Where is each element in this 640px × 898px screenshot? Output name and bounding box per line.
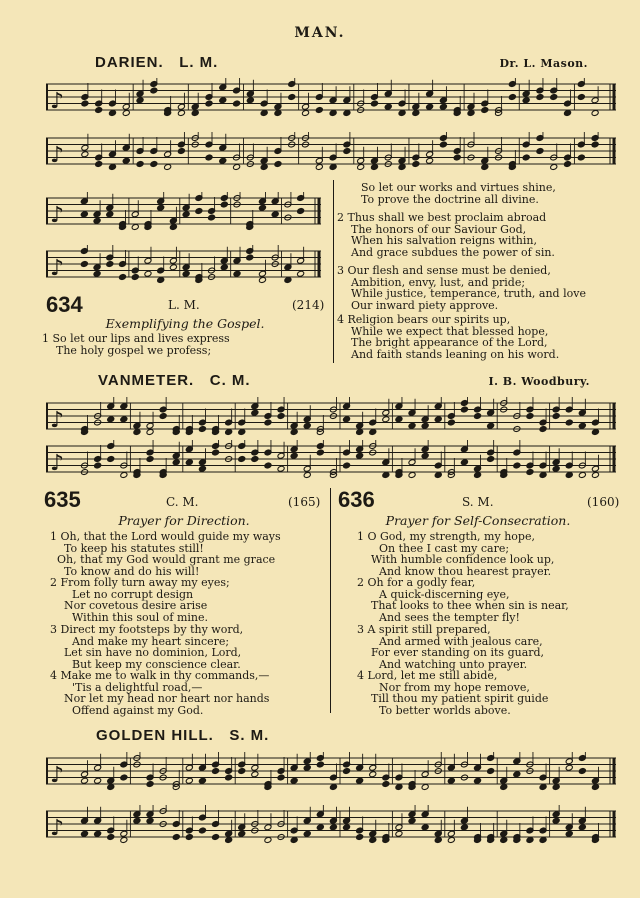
verse-line: Offend against my God.	[72, 703, 204, 717]
verse-634-3	[337, 265, 586, 311]
tune-name: VANMETER.	[98, 372, 195, 389]
tune-composer-vanmeter: I. B. Woodbury.	[488, 375, 590, 388]
page-running-title: MAN.	[294, 25, 346, 41]
verse-line: And sees the tempter fly!	[379, 610, 520, 624]
verse-line: 4 Lord, let me still abide,	[357, 669, 498, 682]
music-staff-golden-hill-bass	[46, 805, 616, 845]
svg-text:♪: ♪	[50, 89, 65, 114]
verse-line: 3 Our flesh and sense must be denied,	[337, 264, 551, 277]
verse-line: And grace subdues the power of sin.	[351, 245, 555, 259]
verse-line: Let no corrupt design	[72, 587, 194, 601]
music-staff-darien-treble-2	[46, 192, 321, 232]
verse-line: Till thou my patient spirit guide	[371, 692, 549, 706]
verse-line: And faith stands leaning on his word.	[351, 347, 560, 361]
tune-meter: C. M.	[209, 372, 251, 389]
verse-line: While justice, temperance, truth, and love	[351, 287, 586, 301]
verse-635-1	[50, 531, 281, 577]
hymn-ref-636: (160)	[587, 495, 620, 509]
tune-meter: L. M.	[179, 54, 219, 71]
tune-title-vanmeter	[98, 372, 251, 389]
music-staff-golden-hill-treble	[46, 752, 616, 792]
verse-line: 1 So let our lips and lives express	[42, 332, 230, 345]
verse-line: And know thou hearest prayer.	[379, 564, 552, 578]
column-divider	[333, 180, 334, 363]
svg-text:♪: ♪	[50, 203, 65, 228]
tune-title-golden-hill	[96, 727, 269, 744]
tune-name: DARIEN.	[95, 54, 164, 71]
verse-636-4	[357, 670, 548, 716]
verse-636-1	[357, 531, 554, 577]
verse-634-4	[337, 314, 559, 360]
verse-line: Ambition, envy, lust, and pride;	[351, 275, 526, 289]
verse-line: 4 Religion bears our spirits up,	[337, 313, 511, 326]
verse-line: 2 Thus shall we best proclaim abroad	[337, 211, 547, 224]
verse-line: And make my heart sincere;	[72, 634, 230, 648]
verse-635-2	[50, 577, 230, 623]
verse-line: While we expect that blessed hope,	[351, 324, 549, 338]
svg-text:♪: ♪	[50, 408, 65, 433]
verse-636-2	[357, 577, 569, 623]
hymn-ref-634: (214)	[292, 298, 325, 312]
tune-name: GOLDEN HILL.	[96, 727, 214, 744]
svg-text:♪: ♪	[50, 816, 65, 841]
verse-line: 1 Oh, that the Lord would guide my ways	[50, 530, 281, 543]
verse-line: Oh, that my God would grant me grace	[57, 553, 276, 567]
verse-line: The bright appearance of the Lord,	[351, 336, 548, 350]
verse-634-1	[42, 333, 230, 356]
verse-line: Nor let my head nor heart nor hands	[64, 692, 270, 706]
verse-line: To keep his statutes still!	[64, 541, 204, 555]
verse-line: When his salvation reigns within,	[351, 234, 537, 248]
verse-line: The holy gospel we profess;	[56, 343, 212, 357]
verse-line: 'Tis a delightful road,—	[72, 680, 203, 694]
verse-line: And watching unto prayer.	[379, 657, 528, 671]
verse-634-1-cont	[347, 182, 556, 205]
hymn-number-635: 635	[44, 487, 81, 512]
verse-line: 4 Make me to walk in thy commands,—	[50, 669, 270, 682]
hymn-subject-635: Prayer for Direction.	[118, 513, 250, 528]
hymn-meter-634: L. M.	[168, 298, 200, 312]
verse-line: To know and do his will!	[64, 564, 200, 578]
verse-636-3	[357, 624, 544, 670]
verse-635-4	[50, 670, 269, 716]
verse-line: On thee I cast my care;	[379, 541, 510, 555]
svg-text:♪: ♪	[50, 451, 65, 476]
tune-title-darien	[95, 54, 218, 71]
verse-line: Nor covetous desire arise	[64, 599, 208, 613]
hymn-subject-636: Prayer for Self-Consecration.	[385, 513, 571, 528]
verse-line: With humble confidence look up,	[371, 553, 555, 567]
svg-text:♪: ♪	[50, 143, 65, 168]
verse-line: Let sin have no dominion, Lord,	[64, 646, 242, 660]
verse-line: And armed with jealous care,	[379, 634, 543, 648]
music-staff-darien-treble	[46, 78, 616, 118]
hymn-ref-635: (165)	[288, 495, 321, 509]
verse-634-2	[337, 212, 555, 258]
verse-line: Our inward piety approve.	[351, 298, 499, 312]
verse-line: 2 From folly turn away my eyes;	[50, 576, 230, 589]
hymn-meter-635: C. M.	[166, 495, 199, 509]
verse-line: To better worlds above.	[379, 703, 511, 717]
verse-line: The honors of our Saviour God,	[351, 222, 527, 236]
verse-line: Nor from my hope remove,	[379, 680, 530, 694]
verse-line: 2 Oh for a godly fear,	[357, 576, 476, 589]
tune-meter: S. M.	[229, 727, 270, 744]
hymn-meter-636: S. M.	[462, 495, 494, 509]
column-divider	[330, 488, 331, 713]
verse-635-3	[50, 624, 243, 670]
svg-text:♪: ♪	[50, 763, 65, 788]
verse-line: 1 O God, my strength, my hope,	[357, 530, 535, 543]
verse-line: A quick-discerning eye,	[379, 587, 510, 601]
verse-line: For ever standing on its guard,	[371, 646, 545, 660]
music-staff-vanmeter-bass	[46, 440, 616, 480]
verse-line: To prove the doctrine all divine.	[361, 192, 539, 206]
verse-line: So let our works and virtues shine,	[361, 181, 556, 194]
hymn-number-634: 634	[46, 292, 83, 317]
verse-line: 3 Direct my footsteps by thy word,	[50, 623, 244, 636]
verse-line: That looks to thee when sin is near,	[371, 599, 569, 613]
music-staff-vanmeter-treble	[46, 397, 616, 437]
tune-composer-darien: Dr. L. Mason.	[499, 57, 588, 70]
verse-line: 3 A spirit still prepared,	[357, 623, 491, 636]
music-staff-darien-bass	[46, 132, 616, 172]
music-staff-darien-bass-2	[46, 245, 321, 285]
verse-line: But keep my conscience clear.	[72, 657, 241, 671]
svg-text:♪: ♪	[50, 256, 65, 281]
hymn-subject-634: Exemplifying the Gospel.	[105, 316, 265, 331]
hymn-number-636: 636	[338, 487, 375, 512]
verse-line: Within this soul of mine.	[72, 610, 208, 624]
